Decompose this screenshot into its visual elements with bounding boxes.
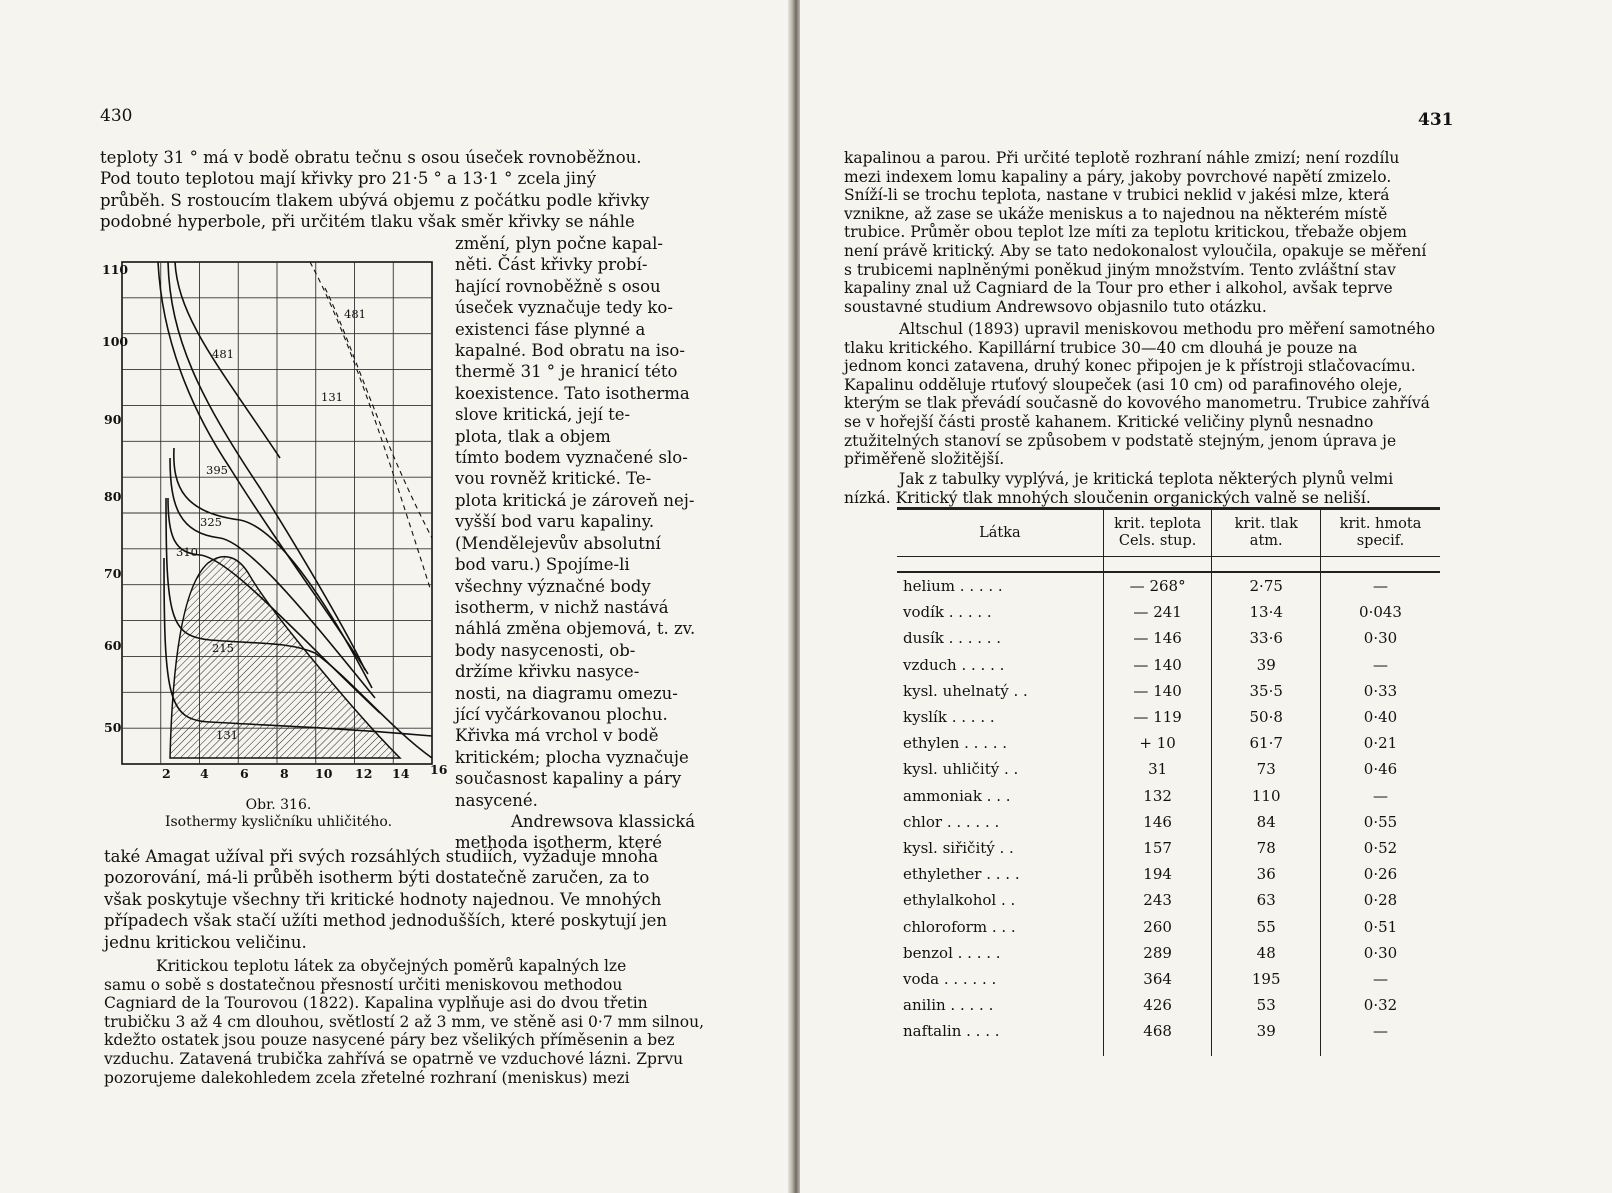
text-line: všechny význačné body: [455, 576, 651, 596]
table-row: [897, 730, 1440, 756]
substance-cell: helium . . . . .: [897, 572, 1103, 599]
value-cell: 78: [1212, 835, 1321, 861]
text-line: nasycené.: [455, 790, 538, 810]
substance-cell: kyslík . . . . .: [903, 708, 995, 727]
value-cell: 468: [1103, 1018, 1212, 1056]
table-row: [897, 704, 1440, 730]
value-cell: 0·28: [1321, 887, 1440, 913]
text-line: s trubicemi naplněnými poněkud jiným množstvím. Tento zvláštní stav: [844, 260, 1396, 279]
table-row: [897, 756, 1440, 782]
value-cell: 243: [1103, 887, 1212, 913]
x-tick: 14: [392, 766, 410, 781]
value-cell: 0·32: [1321, 992, 1440, 1018]
text-line: thermě 31 ° je hranicí této: [455, 362, 678, 382]
text-line: přiměřeně složitější.: [844, 450, 1005, 469]
value-cell: 53: [1212, 992, 1321, 1018]
text-line: isotherm, v nichž nastává: [455, 597, 669, 617]
curve-label: 215: [212, 641, 234, 655]
caption-number: Obr. 316.: [245, 797, 312, 813]
value-cell: 13·4: [1212, 599, 1321, 625]
value-cell: 0·40: [1321, 704, 1440, 730]
value-cell: 260: [1103, 913, 1212, 939]
text-line: plota kritická je zároveň nej-: [455, 490, 695, 510]
text-line: kapaliny znal už Cagniard de la Tour pro ether i alkohol, avšak teprve: [844, 279, 1393, 298]
dashed-isotherms: [310, 262, 432, 588]
value-cell: 31: [1103, 756, 1212, 782]
value-cell: 194: [1103, 861, 1212, 887]
substance-cell: ethylether . . . .: [903, 865, 1020, 884]
isotherm-figure: [100, 258, 450, 803]
value-cell: — 119: [1103, 704, 1212, 730]
value-cell: 0·51: [1321, 913, 1440, 939]
text-line: methoda isotherm, které: [455, 833, 663, 853]
value-cell: 33·6: [1212, 625, 1321, 651]
value-cell: 0·21: [1321, 730, 1440, 756]
text-line: kterým se tlak převádí současně do kovového manometru. Trubice zahřívá: [844, 394, 1430, 413]
value-cell: 2·75: [1212, 572, 1321, 599]
substance-cell: voda . . . . . .: [903, 969, 997, 988]
substance-cell: naftalin . . . .: [903, 1022, 1000, 1041]
y-tick: 60: [104, 638, 122, 653]
table-row: [897, 940, 1440, 966]
saturation-region: [170, 557, 400, 758]
bottom-paragraph: [104, 846, 712, 953]
text-line: samu o sobě s dostatečnou přesností určiti meniskovou methodou: [104, 975, 623, 994]
value-cell: — 140: [1103, 652, 1212, 678]
value-cell: 55: [1212, 913, 1321, 939]
text-line: kdežto ostatek jsou pouze nasycené páry bez všelikých příměsenin a bez: [104, 1031, 675, 1050]
column-header: krit. tlak atm.: [1212, 509, 1321, 557]
value-cell: 0·30: [1321, 940, 1440, 966]
value-cell: 0·33: [1321, 678, 1440, 704]
value-cell: 63: [1212, 887, 1321, 913]
small-paragraph: [104, 957, 712, 1087]
text-line: (Mendělejevův absolutní: [455, 533, 661, 553]
substance-cell: chloroform . . .: [903, 917, 1016, 936]
text-line: Kritickou teplotu látek za obyčejných poměrů kapalných lze: [156, 957, 627, 975]
table-row: [897, 678, 1440, 704]
text-line: soustavné studium Andrewsovo objasnilo tuto otázku.: [844, 297, 1267, 316]
text-line: se v hořejší části prostě kahanem. Kritické veličiny plynů nesnadno: [844, 412, 1374, 431]
paragraph-2: [844, 320, 1452, 469]
y-tick: 50: [104, 720, 122, 735]
value-cell: 132: [1103, 783, 1212, 809]
x-tick: 6: [240, 766, 249, 781]
y-tick: 80: [104, 489, 122, 504]
text-line: hající rovnoběžně s osou: [455, 276, 661, 296]
curve-label: 310: [176, 545, 198, 559]
text-line: slove kritická, její te-: [455, 405, 631, 425]
figure-caption: [106, 797, 451, 831]
text-line: vznikne, až zase se ukáže meniskus a to najednou na některém místě: [844, 204, 1388, 223]
text-line: nízká. Kritický tlak mnohých sloučenin organických valně se neliší.: [844, 488, 1371, 507]
isotherm-diagram: [100, 258, 450, 803]
spacer-cell: [1212, 557, 1321, 573]
curve-label: 481: [344, 307, 366, 321]
curve-label: 395: [206, 463, 228, 477]
value-cell: 50·8: [1212, 704, 1321, 730]
y-tick: 100: [102, 334, 129, 349]
text-line: body nasycenosti, ob-: [455, 640, 636, 660]
table-spacer: [897, 557, 1440, 573]
x-tick: 4: [200, 766, 209, 781]
value-cell: —: [1321, 783, 1440, 809]
value-cell: 364: [1103, 966, 1212, 992]
table-header-row: [897, 509, 1440, 557]
value-cell: 73: [1212, 756, 1321, 782]
text-line: Jak z tabulky vyplývá, je kritická teplota některých plynů velmi: [899, 470, 1394, 488]
text-line: teploty 31 ° má v bodě obratu tečnu s osou úseček rovnoběžnou.: [100, 148, 642, 167]
column-header: Látka: [897, 509, 1103, 557]
substance-cell: kysl. uhličitý . .: [903, 760, 1019, 779]
curve-label: 131: [321, 390, 343, 404]
value-cell: 195: [1212, 966, 1321, 992]
spacer-cell: [1103, 557, 1212, 573]
table-row: [897, 783, 1440, 809]
text-line: existenci fáse plynné a: [455, 319, 646, 339]
table-row: [897, 835, 1440, 861]
text-line: trubice. Průměr obou teplot lze míti za teplotu kritickou, třebaže objem: [844, 223, 1407, 242]
text-line: jící vyčárkovanou plochu.: [455, 704, 668, 724]
value-cell: 289: [1103, 940, 1212, 966]
table-row: [897, 913, 1440, 939]
value-cell: —: [1321, 966, 1440, 992]
value-cell: 48: [1212, 940, 1321, 966]
text-line: pozorujeme dalekohledem zcela zřetelné rozhraní (meniskus) mezi: [104, 1068, 630, 1087]
text-line: Křivka má vrchol v bodě: [455, 726, 659, 746]
text-line: koexistence. Tato isotherma: [455, 383, 690, 403]
table-row: [897, 1018, 1440, 1056]
table-row: [897, 992, 1440, 1018]
y-tick: 90: [104, 412, 122, 427]
x-tick: 8: [280, 766, 289, 781]
page-number: 430: [100, 106, 133, 126]
text-line: Andrewsova klassická: [511, 811, 696, 831]
value-cell: 0·52: [1321, 835, 1440, 861]
column-header: krit. teplota Cels. stup.: [1103, 509, 1212, 557]
value-cell: + 10: [1103, 730, 1212, 756]
text-line: současnost kapaliny a páry: [455, 769, 682, 789]
value-cell: 0·30: [1321, 625, 1440, 651]
text-line: náhlá změna objemová, t. zv.: [455, 619, 696, 639]
value-cell: 0·55: [1321, 809, 1440, 835]
text-line: podobné hyperbole, při určitém tlaku však směr křivky se náhle: [100, 212, 635, 232]
value-cell: 61·7: [1212, 730, 1321, 756]
text-line: držíme křivku nasyce-: [455, 662, 640, 682]
value-cell: — 268°: [1103, 572, 1212, 599]
text-line: úseček vyznačuje tedy ko-: [455, 298, 673, 318]
text-line: tlaku kritického. Kapillární trubice 30—40 cm dlouhá je pouze na: [844, 338, 1358, 357]
text-line: Kapalinu odděluje rtuťový sloupeček (asi 10 cm) od parafinového oleje,: [844, 375, 1403, 394]
substance-cell: benzol . . . . .: [903, 943, 1001, 962]
substance-cell: ethylen . . . . .: [903, 734, 1008, 753]
text-line: Pod touto teplotou mají křivky pro 21·5 ° a 13·1 ° zcela jiný: [100, 169, 597, 189]
text-line: pozorování, má-li průběh isotherm býti dostatečně zaručen, za to: [104, 868, 650, 888]
y-tick: 110: [102, 262, 129, 277]
text-line: však poskytuje všechny tři kritické hodnoty najednou. Ve mnohých: [104, 889, 662, 909]
text-line: něti. Část křivky probí-: [455, 255, 648, 275]
curve-label: 325: [200, 515, 222, 529]
table-row: [897, 861, 1440, 887]
text-line: vzduchu. Zatavená trubička zahřívá se opatrně ve vzduchové lázni. Zprvu: [104, 1049, 684, 1068]
substance-cell: dusík . . . . . .: [903, 629, 1002, 648]
substance-cell: vodík . . . . .: [903, 603, 992, 622]
text-line: vou rovněž kritické. Te-: [455, 469, 652, 489]
value-cell: — 241: [1103, 599, 1212, 625]
value-cell: — 146: [1103, 625, 1212, 651]
table-row: [897, 652, 1440, 678]
text-line: vyšší bod varu kapaliny.: [455, 512, 655, 532]
text-line: průběh. S rostoucím tlakem ubývá objemu z počátku podle křivky: [100, 190, 650, 210]
top-paragraph: [100, 147, 712, 233]
text-line: trubičku 3 až 4 cm dlouhou, světlostí 2 až 3 mm, ve stěně asi 0·7 mm silnou,: [104, 1012, 705, 1031]
text-line: Altschul (1893) upravil meniskovou methodu pro měření samotného: [899, 320, 1436, 338]
value-cell: 39: [1212, 1018, 1321, 1056]
text-line: také Amagat užíval při svých rozsáhlých studiích, vyžaduje mnoha: [104, 847, 659, 866]
substance-cell: anilin . . . . .: [903, 996, 994, 1015]
value-cell: 110: [1212, 783, 1321, 809]
text-line: kritickém; plocha vyznačuje: [455, 747, 689, 767]
value-cell: 0·26: [1321, 861, 1440, 887]
left-page: [0, 0, 792, 1193]
substance-cell: ethylalkohol . .: [903, 891, 1016, 910]
substance-cell: kysl. uhelnatý . .: [903, 681, 1028, 700]
text-line: Cagniard de la Tourovou (1822). Kapalina vyplňuje asi do dvou třetin: [104, 994, 648, 1013]
text-line: plota, tlak a objem: [455, 426, 611, 446]
value-cell: —: [1321, 572, 1440, 599]
x-tick: 16: [430, 762, 448, 777]
table-body: [897, 557, 1440, 1057]
text-line: změní, plyn počne kapal-: [455, 234, 663, 253]
paragraph-1: [844, 149, 1452, 316]
table-row: [897, 599, 1440, 625]
text-line: bod varu.) Spojíme-li: [455, 555, 630, 575]
table-row: [897, 809, 1440, 835]
text-line: ztužitelných stanoví se způsobem v podstatě stejným, jenom úprava je: [844, 431, 1397, 450]
spacer-cell: [1321, 557, 1440, 573]
x-tick: 2: [162, 766, 171, 781]
value-cell: 39: [1212, 652, 1321, 678]
value-cell: 146: [1103, 809, 1212, 835]
value-cell: 0·043: [1321, 599, 1440, 625]
x-tick: 10: [315, 766, 333, 781]
text-line: případech však stačí užíti method jednodušších, které poskytují jen: [104, 911, 668, 931]
page-number: 431: [1418, 110, 1454, 130]
curve-label: 131: [216, 728, 238, 742]
substance-cell: kysl. siřičitý . .: [903, 838, 1014, 857]
substance-cell: ammoniak . . .: [903, 786, 1011, 805]
text-line: jednu kritickou veličinu.: [104, 932, 307, 952]
substance-cell: vzduch . . . . .: [903, 655, 1005, 674]
table-row: [897, 625, 1440, 651]
text-line: mezi indexem lomu kapaliny a páry, jakoby povrchové napětí zmizelo.: [844, 167, 1392, 186]
paragraph-3: [844, 470, 1452, 507]
table-row: [897, 887, 1440, 913]
text-line: kapalinou a parou. Při určité teplotě rozhraní náhle zmizí; není rozdílu: [844, 149, 1400, 167]
x-tick: 12: [355, 766, 373, 781]
table-row: [897, 572, 1440, 599]
column-header: krit. hmota specif.: [1321, 509, 1440, 557]
text-line: nosti, na diagramu omezu-: [455, 683, 678, 703]
text-line: tímto bodem vyznačené slo-: [455, 448, 688, 468]
value-cell: 35·5: [1212, 678, 1321, 704]
y-tick: 70: [104, 566, 122, 581]
value-cell: — 140: [1103, 678, 1212, 704]
side-column: [455, 233, 711, 854]
curve-label: 481: [212, 347, 234, 361]
value-cell: 157: [1103, 835, 1212, 861]
value-cell: 426: [1103, 992, 1212, 1018]
text-line: jednom konci zatavena, druhý konec připojen je k přístroji stlačovacímu.: [844, 357, 1416, 376]
text-line: Sníží-li se trochu teplota, nastane v trubici neklid v jakési mlze, která: [844, 186, 1390, 205]
value-cell: 0·46: [1321, 756, 1440, 782]
critical-values-table: [897, 507, 1440, 1056]
caption-title: Isothermy kysličníku uhličitého.: [164, 814, 393, 830]
value-cell: 36: [1212, 861, 1321, 887]
value-cell: —: [1321, 1018, 1440, 1056]
value-cell: —: [1321, 652, 1440, 678]
spacer-cell: [897, 557, 1103, 573]
text-line: kapalné. Bod obratu na iso-: [455, 341, 685, 361]
value-cell: 84: [1212, 809, 1321, 835]
text-line: není právě kritický. Aby se tato nedokonalost vyloučila, opakuje se měření: [844, 241, 1427, 260]
substance-cell: chlor . . . . . .: [903, 812, 1000, 831]
table-row: [897, 966, 1440, 992]
